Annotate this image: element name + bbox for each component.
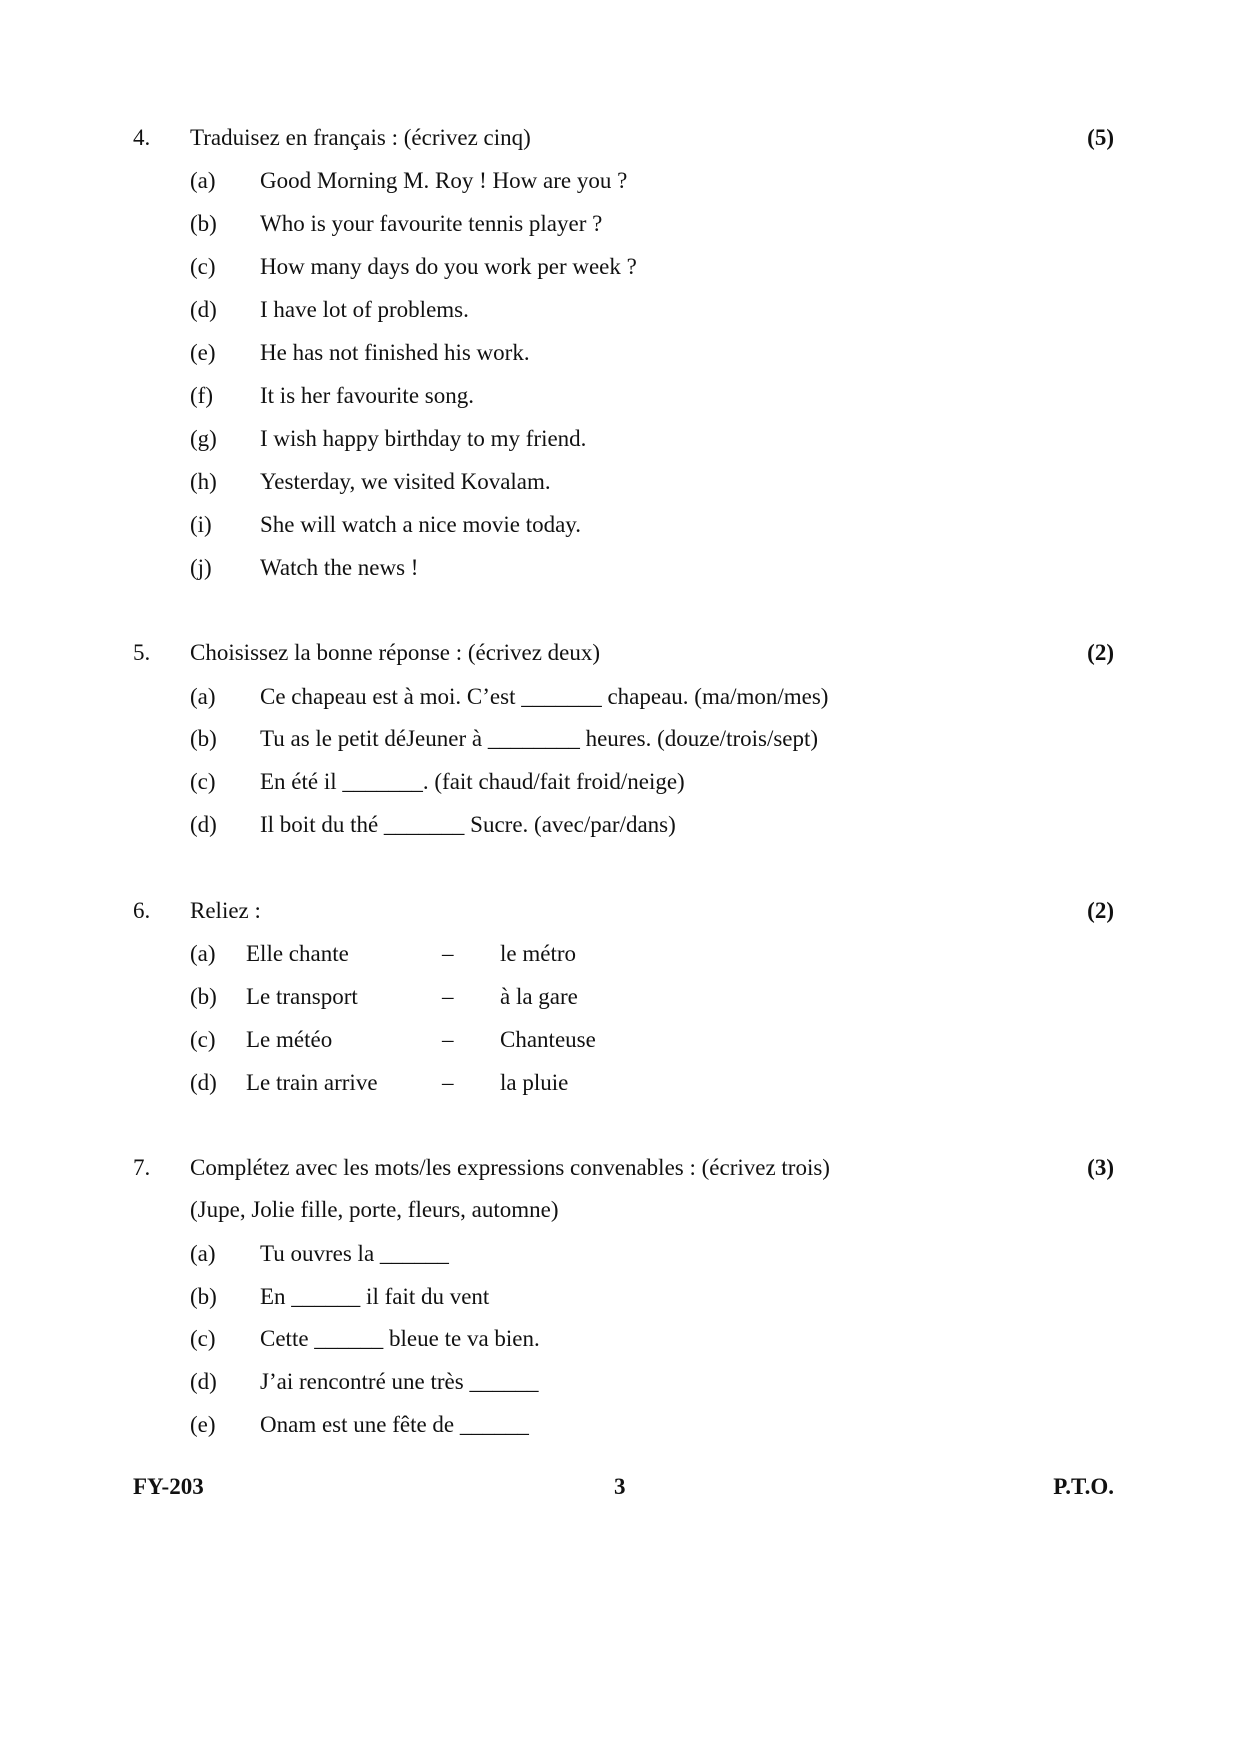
question-instruction: Choisissez la bonne réponse : (écrivez deux) (190, 640, 601, 665)
item-letter: (a) (190, 684, 216, 709)
item-letter: (a) (190, 1241, 216, 1266)
item-letter: (e) (190, 340, 216, 365)
match-right-text: la pluie (500, 1070, 569, 1095)
question-number: 7. (133, 1155, 151, 1180)
item-letter: (a) (190, 168, 216, 193)
item-letter: (b) (190, 726, 217, 751)
item-letter: (g) (190, 426, 217, 451)
item-text: J’ai rencontré une très ______ (260, 1369, 539, 1394)
match-dash: – (442, 1070, 454, 1095)
item-text: He has not finished his work. (260, 340, 530, 365)
item-text: I have lot of problems. (260, 297, 469, 322)
question-instruction: Reliez : (190, 898, 261, 923)
item-letter: (b) (190, 211, 217, 236)
item-letter: (f) (190, 383, 213, 408)
item-letter: (j) (190, 555, 212, 580)
word-bank: (Jupe, Jolie fille, porte, fleurs, automne) (190, 1197, 559, 1222)
item-letter: (e) (190, 1412, 216, 1437)
item-text: Who is your favourite tennis player ? (260, 211, 603, 236)
match-dash: – (442, 941, 454, 966)
item-text: How many days do you work per week ? (260, 254, 637, 279)
item-letter: (c) (190, 769, 216, 794)
item-text: Good Morning M. Roy ! How are you ? (260, 168, 628, 193)
question-marks: (5) (1087, 125, 1114, 150)
item-letter: (c) (190, 254, 216, 279)
match-right-text: Chanteuse (500, 1027, 596, 1052)
item-letter: (d) (190, 297, 217, 322)
item-letter: (h) (190, 469, 217, 494)
question-marks: (3) (1087, 1155, 1114, 1180)
item-text: Onam est une fête de ______ (260, 1412, 529, 1437)
question-instruction: Traduisez en français : (écrivez cinq) (190, 125, 531, 150)
question-instruction: Complétez avec les mots/les expressions convenables : (écrivez trois) (190, 1155, 830, 1180)
item-letter: (a) (190, 941, 216, 966)
item-letter: (d) (190, 1369, 217, 1394)
item-text: En été il _______. (fait chaud/fait froid/neige) (260, 769, 685, 794)
question-marks: (2) (1087, 640, 1114, 665)
paper-code: FY-203 (133, 1474, 204, 1499)
item-text: She will watch a nice movie today. (260, 512, 582, 537)
item-text: Yesterday, we visited Kovalam. (260, 469, 551, 494)
item-letter: (b) (190, 984, 217, 1009)
pto-label: P.T.O. (1053, 1474, 1114, 1499)
match-left-text: Elle chante (246, 941, 349, 966)
match-left-text: Le transport (246, 984, 358, 1009)
item-text: It is her favourite song. (260, 383, 474, 408)
match-right-text: le métro (500, 941, 576, 966)
question-number: 5. (133, 640, 151, 665)
item-text: Tu as le petit déJeuner à ________ heures. (douze/trois/sept) (260, 726, 819, 751)
match-left-text: Le train arrive (246, 1070, 378, 1095)
question-number: 4. (133, 125, 151, 150)
item-letter: (d) (190, 1070, 217, 1095)
page-number: 3 (614, 1474, 626, 1499)
match-left-text: Le météo (246, 1027, 333, 1052)
item-letter: (b) (190, 1284, 217, 1309)
item-letter: (i) (190, 512, 212, 537)
item-letter: (c) (190, 1027, 216, 1052)
item-text: En ______ il fait du vent (260, 1284, 490, 1309)
item-text: Il boit du thé _______ Sucre. (avec/par/dans) (260, 812, 676, 837)
match-dash: – (442, 984, 454, 1009)
question-marks: (2) (1087, 898, 1114, 923)
item-letter: (d) (190, 812, 217, 837)
item-text: Tu ouvres la ______ (260, 1241, 449, 1266)
item-text: I wish happy birthday to my friend. (260, 426, 587, 451)
match-right-text: à la gare (500, 984, 578, 1009)
item-letter: (c) (190, 1326, 216, 1351)
item-text: Cette ______ bleue te va bien. (260, 1326, 540, 1351)
item-text: Ce chapeau est à moi. C’est _______ chapeau. (ma/mon/mes) (260, 684, 829, 709)
question-number: 6. (133, 898, 151, 923)
item-text: Watch the news ! (260, 555, 419, 580)
match-dash: – (442, 1027, 454, 1052)
